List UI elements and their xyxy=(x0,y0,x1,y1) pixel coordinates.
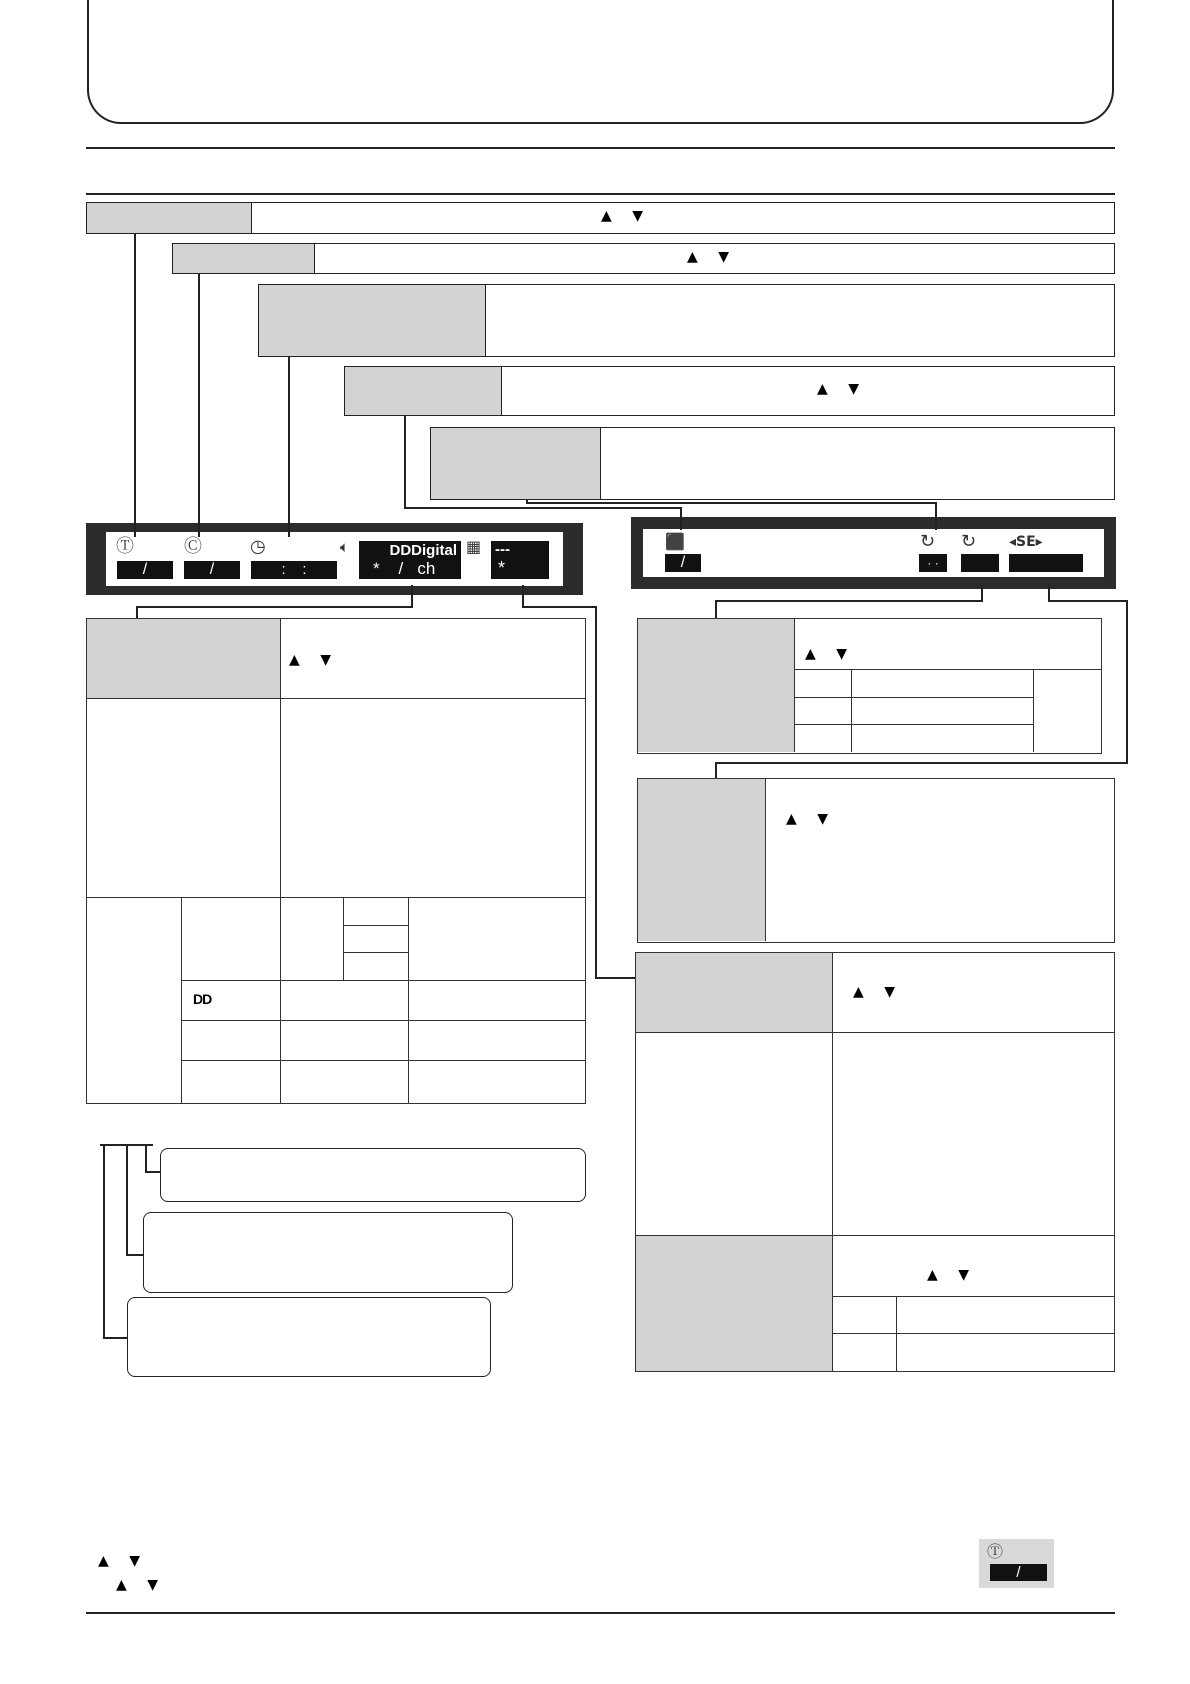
angle-arrows: ▲ ▼ xyxy=(817,381,867,397)
repeat-value xyxy=(961,554,999,572)
repeat-ab-value: · · xyxy=(919,554,947,572)
angle-value: / xyxy=(665,554,701,572)
time-label-cell xyxy=(259,285,486,356)
chapter-value: / xyxy=(184,561,240,579)
repeat-icon: ↻ xyxy=(920,531,936,552)
chapter-icon: Ⓒ xyxy=(184,536,202,557)
subtitle-arrows: ▲ ▼ xyxy=(853,984,903,1000)
repeat-arrows: ▲ ▼ xyxy=(805,646,855,662)
note-box-1 xyxy=(160,1148,586,1202)
footer-rule xyxy=(86,1612,1115,1614)
subtitle-icon: ▦ xyxy=(466,537,482,556)
subtitle-value: * xyxy=(498,558,506,578)
header-panel xyxy=(87,0,1114,124)
footer-arrows-2: ▲ ▼ xyxy=(116,1577,166,1593)
footer-arrows-1: ▲ ▼ xyxy=(98,1553,148,1569)
angle-label-cell xyxy=(345,367,502,415)
dolby-mark: DD xyxy=(193,991,212,1007)
time-row xyxy=(258,284,1115,357)
audio-box xyxy=(359,541,461,579)
note-box-3 xyxy=(127,1297,491,1377)
audio-desc-left xyxy=(87,699,281,898)
audio-desc-right xyxy=(281,699,585,898)
repeat-table xyxy=(637,618,1102,754)
repeat-row xyxy=(430,427,1115,500)
sound-effect-value xyxy=(1009,554,1083,572)
clock-icon: ◷ xyxy=(250,536,266,557)
sound-effect-icon: ◂SE▸ xyxy=(1009,534,1043,550)
disc-info-display xyxy=(86,523,583,595)
subtitle-box xyxy=(491,541,549,579)
audio-arrows: ▲ ▼ xyxy=(289,652,339,668)
subtitle-dashes: --- xyxy=(495,541,510,558)
section-rule-2 xyxy=(86,193,1115,195)
audio-value: * / ch xyxy=(373,559,436,578)
chapter-arrows: ▲ ▼ xyxy=(687,249,737,265)
camera-angle-icon: ⬛ xyxy=(665,532,685,551)
audio-format: DDDigital xyxy=(389,542,457,559)
play-info-display xyxy=(631,517,1116,589)
subtitle-table xyxy=(635,952,1115,1372)
section-rule-top xyxy=(86,147,1115,149)
title-icon: Ⓣ xyxy=(987,1542,1004,1561)
title-icon: Ⓣ xyxy=(116,536,134,557)
angle-row xyxy=(344,366,1115,416)
title-row xyxy=(86,202,1115,234)
sound-effect-arrows: ▲ ▼ xyxy=(786,811,836,827)
audio-table xyxy=(86,618,586,1104)
title-value: / xyxy=(117,561,173,579)
audio-header-cell xyxy=(87,619,281,699)
sound-effect-table xyxy=(637,778,1115,943)
time-value: : : xyxy=(251,561,337,579)
speaker-icon: 🔈︎ xyxy=(340,538,350,556)
title-label-cell xyxy=(87,203,252,233)
footer-osd-value: / xyxy=(990,1564,1047,1581)
repeat-label-cell xyxy=(431,428,601,499)
footer-osd-sample xyxy=(979,1539,1054,1588)
chapter-row xyxy=(172,243,1115,274)
title-arrows: ▲ ▼ xyxy=(601,208,651,224)
repeat-icon-2: ↻ xyxy=(961,531,977,552)
chapter-label-cell xyxy=(173,244,315,273)
subtitle-display-arrows: ▲ ▼ xyxy=(927,1267,977,1283)
note-box-2 xyxy=(143,1212,513,1293)
